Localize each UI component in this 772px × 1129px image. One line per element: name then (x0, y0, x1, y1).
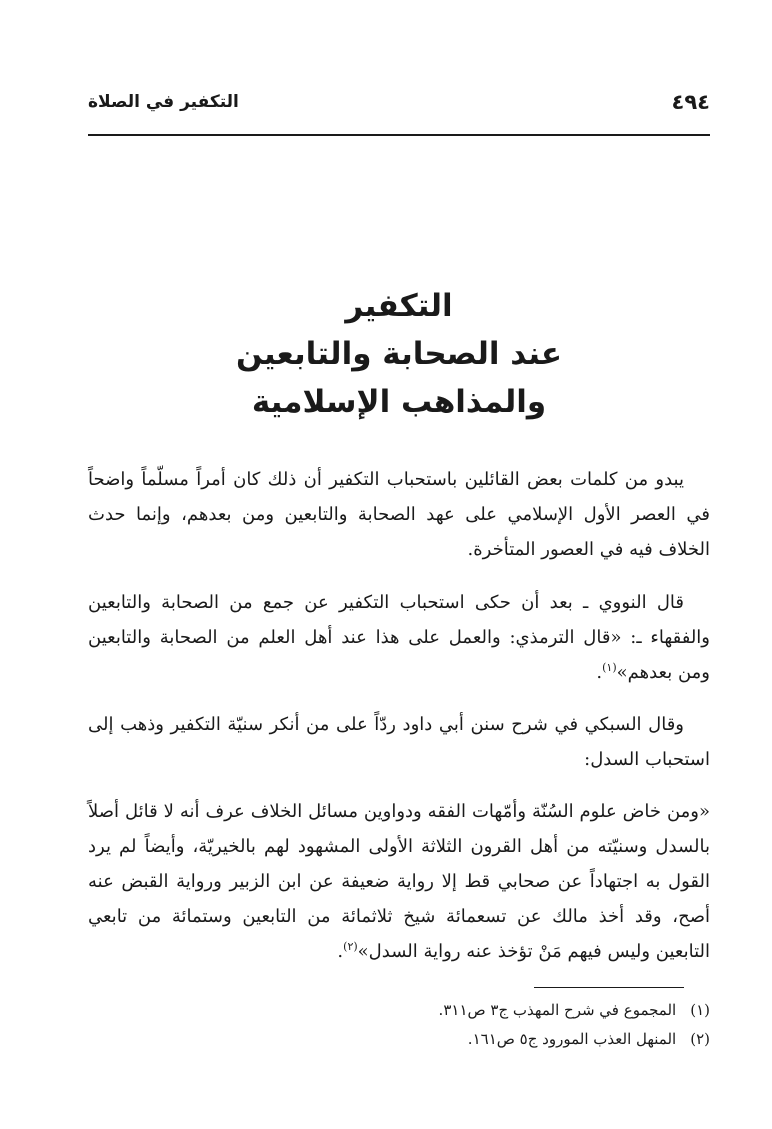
running-header (88, 86, 710, 126)
paragraph-4-quote (88, 794, 710, 969)
footnote-1-text: المجموع في شرح المهذب ج٣ ص٣١١. (438, 1001, 677, 1019)
paragraph-1-text: يبدو من كلمات بعض القائلين باستحباب التكفير أن ذلك كان أمراً مسلّماً واضحاً في العصر الأول الإسلامي على عهد الصحابة والتابعين ومن بعدهم، وإنما حدث الخلاف فيه في العصور المتأخرة. (88, 469, 710, 560)
paragraph-4-end: . (337, 941, 344, 962)
chapter-title-line-1: التكفير (345, 288, 453, 324)
chapter-title (88, 282, 710, 426)
header-rule (88, 134, 710, 136)
footnote-2-number: (٢) (690, 1030, 710, 1048)
paragraph-4-text: «ومن خاض علوم السُنّة وأمّهات الفقه ودواوين مسائل الخلاف عرف أنه لا قائل أصلاً بالسدل وسنيّته من أهل القرون الثلاثة الأولى المشهود لهم بالخيريّة، وأيضاً لم يرد القول به اجتهاداً عن صحابي قط إلا رواية ضعيفة عن ابن الزبير ورواية القبض عنه أصح، وقد أخذ مالك عن تسعمائة شيخ ثلاثمائة من التابعين وستمائة من تابعي التابعين وليس فيهم مَنْ تؤخذ عنه رواية السدل» (88, 801, 710, 962)
paragraph-1 (88, 462, 710, 567)
paragraph-2 (88, 585, 710, 690)
paragraph-2-end: . (596, 662, 603, 683)
footnote-ref-2: (٢) (343, 940, 358, 953)
paragraph-2-text: قال النووي ـ بعد أن حكى استحباب التكفير عن جمع من الصحابة والتابعين والفقهاء ـ: «قال الترمذي: والعمل على هذا عند أهل العلم من الصحابة والتابعين ومن بعدهم» (88, 592, 710, 683)
footnotes (88, 996, 710, 1054)
body-text (88, 462, 710, 986)
footnote-rule (534, 987, 684, 988)
paragraph-3 (88, 707, 710, 777)
footnote-ref-1: (١) (602, 661, 617, 674)
footnote-1 (88, 996, 710, 1025)
footnote-1-number: (١) (690, 1001, 710, 1019)
running-title: التكفير في الصلاة (88, 92, 239, 112)
chapter-title-line-3: والمذاهب الإسلامية (251, 384, 547, 420)
chapter-title-line-2: عند الصحابة والتابعين (235, 336, 563, 372)
footnote-2-text: المنهل العذب المورود ج٥ ص١٦١. (467, 1030, 677, 1048)
footnote-2 (88, 1025, 710, 1054)
paragraph-3-text: وقال السبكي في شرح سنن أبي داود ردّاً على من أنكر سنيّة التكفير وذهب إلى استحباب السدل: (88, 714, 710, 770)
page-number: ٤٩٤ (671, 90, 710, 114)
